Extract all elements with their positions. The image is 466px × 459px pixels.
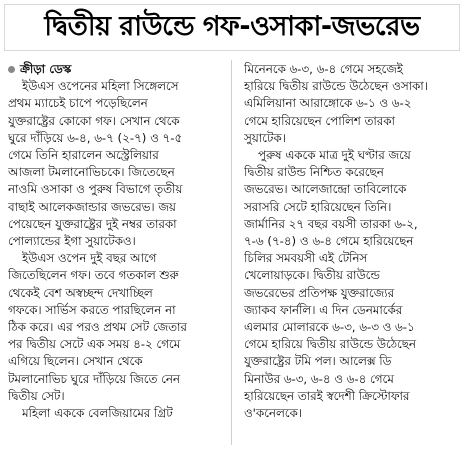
text-line: জিতেছিলেন গফ। তবে গতকাল শুরু <box>8 268 179 283</box>
text-line: চিলির সমবয়সী এই টেনিস <box>244 251 368 266</box>
byline-text: ক্রীড়া ডেস্ক <box>20 62 72 76</box>
text-line: পোল্যান্ডের ইগা সুয়াটেকও। <box>8 234 136 249</box>
text-line: ইউএস ওপেনের মহিলা সিঙ্গেলসে <box>22 79 179 94</box>
text-line: এমিলিয়ানা আরাঙ্গোকে ৬-১ ও ৬-২ <box>244 96 412 111</box>
text-line: নাওমি ওসাকা ও পুরুষ বিভাগে তৃতীয় <box>8 182 183 197</box>
bullet-icon <box>8 66 15 73</box>
text-line: জার্মানির ২৭ বছর বয়সী তারকা ৬-২, <box>244 216 418 231</box>
text-line: পেয়েছেন যুক্তরাষ্ট্রের দুই নম্বর তারকা <box>8 216 177 231</box>
text-line: মিনাউর ৬-৩, ৬-৪ ও ৬-৪ গেমে <box>244 371 394 386</box>
text-line: সরাসরি সেটে হারিয়েছেন তিনি। <box>244 199 392 214</box>
left-column <box>8 61 221 422</box>
text-line: হারিয়েছেন তারই স্বদেশী ক্রিস্টোফার <box>244 388 410 403</box>
text-line: খেলোয়াড়কে। দ্বিতীয় রাউন্ডে <box>244 268 380 283</box>
headline: দ্বিতীয় রাউন্ডে গফ-ওসাকা-জভরেভ <box>44 11 420 42</box>
text-line: জ্যাকব ফার্নলি। এ দিন ডেনমার্কের <box>244 302 403 317</box>
text-line: গেমে হারিয়েছেন পোলিশ তারকা <box>244 113 395 128</box>
text-line: গেমে হারিয়ে দ্বিতীয় রাউন্ডে উঠেছেন <box>244 337 416 352</box>
text-line: হারিয়ে দ্বিতীয় রাউন্ডে উঠেছেন ওসাকা। <box>244 79 428 94</box>
text-line: ৭-৬ (৭-৪) ও ৬-৪ গেমে হারিয়েছেন <box>244 234 414 249</box>
byline <box>8 61 221 78</box>
text-line: গফকে। সার্ভিস করতে পারছিলেন না <box>8 302 176 317</box>
text-line: যুক্তরাষ্ট্রের টমি পল। আলেক্স ডি <box>244 354 392 369</box>
text-line: দ্বিতীয় সেট। <box>8 388 65 403</box>
column-divider <box>231 60 232 445</box>
text-line: পর দ্বিতীয় সেটে এক সময় ৪-২ গেমে <box>8 337 181 352</box>
text-line: ঘুরে দাঁড়িয়ে ৬-৪, ৬-৭ (২-৭) ও ৭-৫ <box>8 130 183 145</box>
text-line: দ্বিতীয় রাউন্ড নিশ্চিত করেছেন <box>244 165 384 180</box>
text-line: আজলা টমলানোভিচকে। জিতেছেন <box>8 165 175 180</box>
headline-box <box>4 4 460 51</box>
text-line: মহিলা এককে বেলজিয়ামের গ্রিট <box>22 406 173 421</box>
text-line: প্রথম ম্যাচেই চাপে পড়েছিলেন <box>8 96 148 111</box>
text-line: সুয়াটেক। <box>244 130 286 145</box>
text-line: ঠিক করে। এর পরও প্রথম সেট জেতার <box>8 320 187 335</box>
right-column <box>244 61 457 422</box>
text-line: ও'কনেলকে। <box>244 406 302 421</box>
left-column-lines <box>8 78 221 422</box>
text-line: থেকেই বেশ অস্বচ্ছন্দ দেখাচ্ছিল <box>8 285 153 300</box>
text-line: ইউএস ওপেন দুই বছর আগে <box>22 251 157 266</box>
text-line: টমলানোভিচ ঘুরে দাঁড়িয়ে জিতে নেন <box>8 371 180 386</box>
text-line: গেমে তিনি হারালেন অস্ট্রেলিয়ার <box>8 148 159 163</box>
text-line: এগিয়ে ছিলেন। সেখান থেকে <box>8 354 143 369</box>
text-line: পুরুষ এককে মাত্র দুই ঘণ্টার জয়ে <box>258 148 411 163</box>
text-line: যুক্তরাষ্ট্রের কোকো গফ। সেখান থেকে <box>8 113 180 128</box>
text-line: জভরেভ। আলেজান্দ্রো তাবিলোকে <box>244 182 407 197</box>
text-line: জভরেভের প্রতিপক্ষ যুক্তরাজ্যের <box>244 285 395 300</box>
text-line: মিনেনকে ৬-৩, ৬-৪ গেমে সহজেই <box>244 62 403 76</box>
text-line: এলমার মোলারকে ৬-৩, ৬-৩ ও ৬-১ <box>244 320 415 335</box>
right-column-lines <box>244 61 457 422</box>
text-line: বাছাই আলেকজান্ডার জভরেভ। জয় <box>8 199 176 214</box>
